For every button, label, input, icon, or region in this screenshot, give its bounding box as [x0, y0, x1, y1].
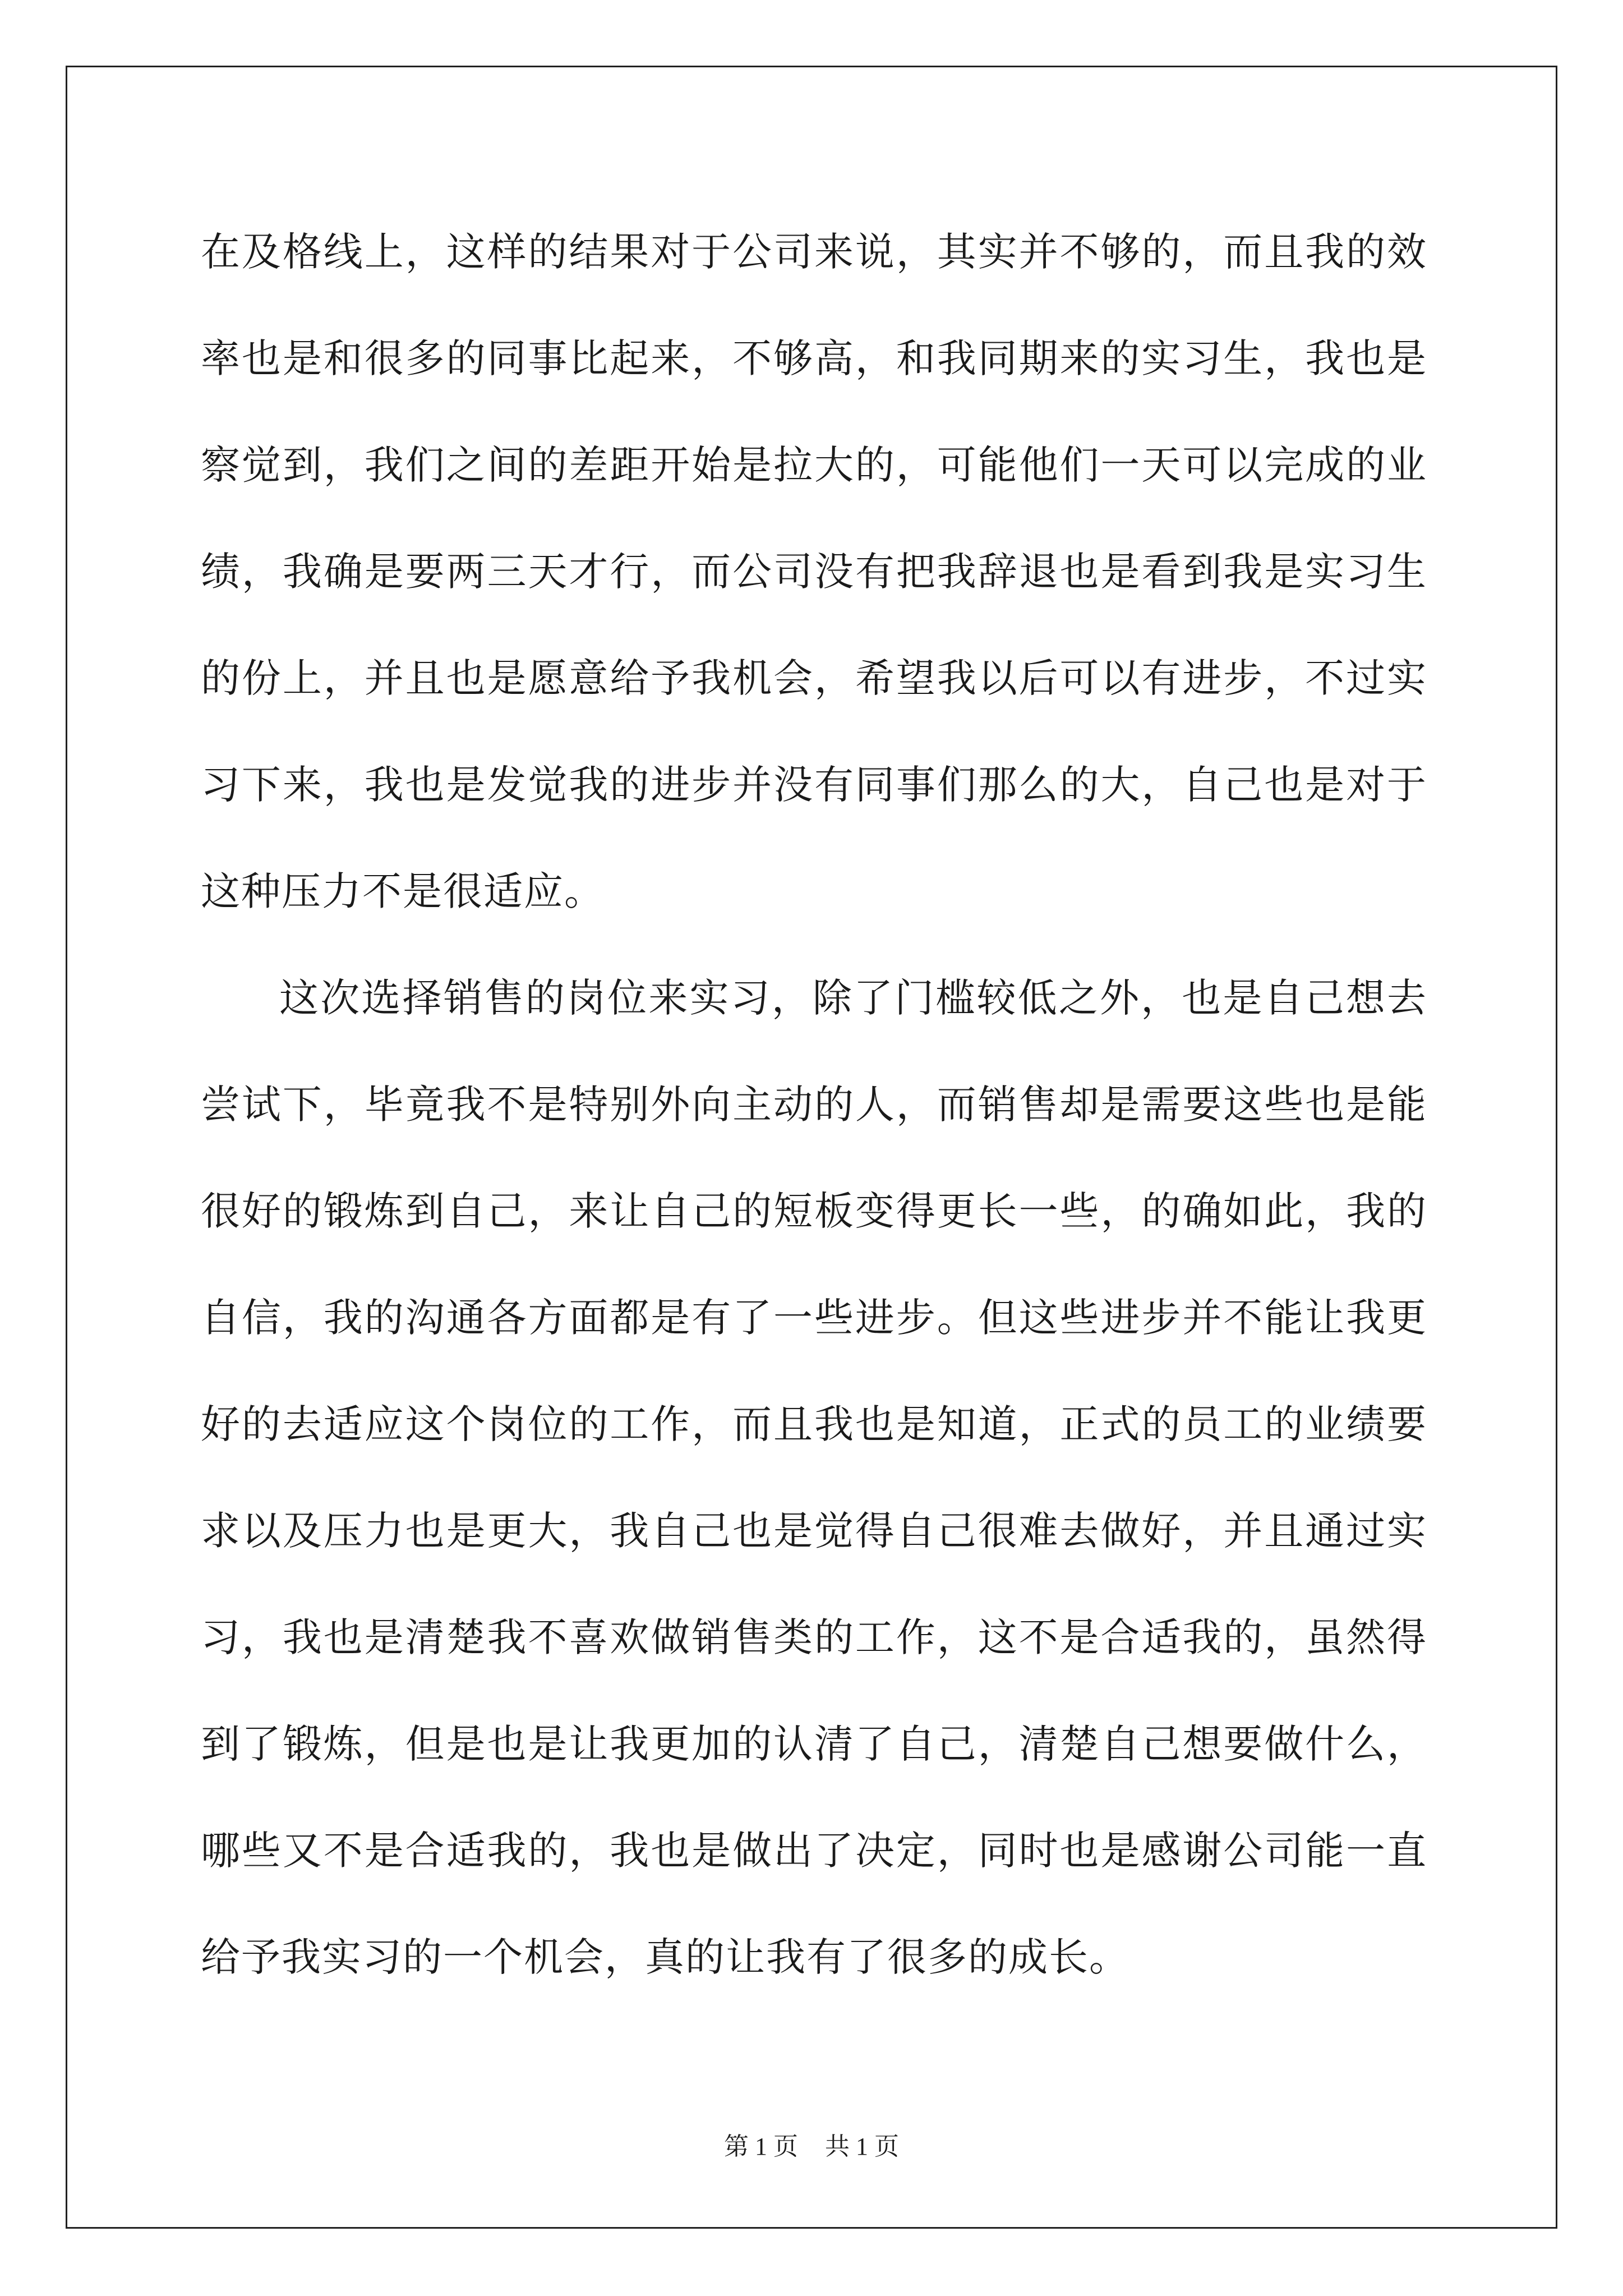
text-line-10: 很好的锻炼到自己，来让自己的短板变得更长一些，的确如此，我的 — [201, 1188, 1427, 1234]
text-line-3: 察觉到，我们之间的差距开始是拉大的，可能他们一天可以完成的业 — [201, 442, 1427, 488]
text-line-14: 习，我也是清楚我不喜欢做销售类的工作，这不是合适我的，虽然得 — [201, 1614, 1427, 1660]
text-line-13: 求以及压力也是更大，我自己也是觉得自己很难去做好，并且通过实 — [201, 1508, 1427, 1554]
text-line-1: 在及格线上，这样的结果对于公司来说，其实并不够的，而且我的效 — [201, 229, 1427, 275]
text-line-5: 的份上，并且也是愿意给予我机会，希望我以后可以有进步，不过实 — [201, 655, 1427, 701]
text-line-8: 这次选择销售的岗位来实习，除了门槛较低之外，也是自己想去 — [279, 975, 1427, 1021]
text-line-4: 绩，我确是要两三天才行，而公司没有把我辞退也是看到我是实习生 — [201, 549, 1427, 595]
text-line-16: 哪些又不是合适我的，我也是做出了决定，同时也是感谢公司能一直 — [201, 1828, 1427, 1874]
text-line-7: 这种压力不是很适应。 — [201, 868, 605, 914]
text-line-2: 率也是和很多的同事比起来，不够高，和我同期来的实习生，我也是 — [201, 335, 1427, 381]
document-body — [201, 210, 1427, 2022]
text-line-11: 自信，我的沟通各方面都是有了一些进步。但这些进步并不能让我更 — [201, 1295, 1427, 1341]
page-footer — [0, 2126, 1623, 2162]
text-line-12: 好的去适应这个岗位的工作，而且我也是知道，正式的员工的业绩要 — [201, 1401, 1427, 1447]
text-line-15: 到了锻炼，但是也是让我更加的认清了自己，清楚自己想要做什么， — [201, 1721, 1427, 1767]
text-line-6: 习下来，我也是发觉我的进步并没有同事们那么的大，自己也是对于 — [201, 762, 1427, 808]
text-line-17: 给予我实习的一个机会，真的让我有了很多的成长。 — [201, 1934, 1129, 1980]
page-total: 共 1 页 — [825, 2133, 899, 2160]
text-line-9: 尝试下，毕竟我不是特别外向主动的人，而销售却是需要这些也是能 — [201, 1082, 1427, 1128]
page-number: 第 1 页 — [724, 2133, 798, 2160]
